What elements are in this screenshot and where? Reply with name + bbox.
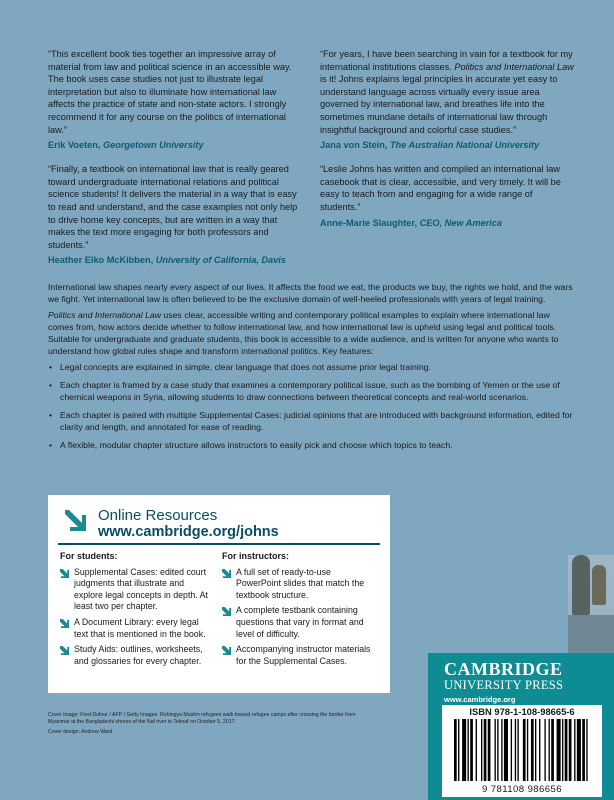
quote-attribution: [320, 140, 575, 150]
quote-institution: CEO, New America: [419, 217, 502, 228]
publisher-name: CAMBRIDGE: [444, 659, 563, 679]
photo-figure: [572, 555, 590, 615]
barcode-bar: [515, 719, 516, 781]
barcode-bar: [484, 719, 487, 781]
quote-text-part: “For years, I have been searching in vain for a textbook for my international institutions classes.: [320, 49, 573, 72]
barcode-bar: [577, 719, 581, 781]
barcode-bar: [557, 719, 561, 781]
barcode-bar: [470, 719, 473, 781]
isbn-label: ISBN 978-1-108-98665-6: [469, 706, 575, 717]
barcode-bar: [454, 719, 457, 781]
photo-figure: [592, 565, 606, 605]
quote-attribution: [48, 140, 303, 150]
barcode-bar: [504, 719, 508, 781]
barcode-bar: [535, 719, 536, 781]
barcode-bar: [495, 719, 496, 781]
resource-text: Study Aids: outlines, worksheets, and glossaries for every chapter.: [74, 644, 203, 666]
key-features-list: [48, 361, 573, 451]
endorsement-quote: [320, 48, 575, 150]
students-column: [60, 551, 214, 671]
barcode-bar: [462, 719, 466, 781]
resource-item: [60, 644, 214, 667]
resource-text: A complete testbank containing questions that vary in format and level of difficulty.: [236, 605, 364, 639]
barcode-bar: [549, 719, 550, 781]
quote-text: “Leslie Johns has written and compiled an international law casebook that is clear, accessible, and very timely. It will be easy to teach from and engaging for a wide range of students.”: [320, 164, 561, 212]
quote-text: “Finally, a textbook on international law that is really geared toward undergraduate international relations and political science students! It delivers the material in a way that is easy to read and understand, and the case examples not only help to drive home key concepts, but are written in a way that makes the text more engaging for both professors and students.”: [48, 164, 298, 250]
barcode-bar: [527, 719, 528, 781]
barcode-digits: 9 781108 986656: [482, 784, 562, 795]
quote-institution: University of California, Davis: [155, 255, 286, 266]
resource-item: [222, 644, 376, 667]
isbn-barcode-box: [442, 705, 602, 797]
endorsement-quote: [48, 163, 303, 265]
barcode-bar: [582, 719, 585, 781]
resource-text: A Document Library: every legal text that is mentioned in the book.: [74, 616, 206, 639]
barcode-bar: [517, 719, 518, 781]
barcode-bar: [511, 719, 512, 781]
quote-author: Heather Elko McKibben,: [48, 255, 154, 266]
barcode-bar: [574, 719, 575, 781]
instructors-column: [222, 551, 376, 671]
resource-item: [60, 567, 214, 613]
quote-author: Erik Voeten,: [48, 140, 101, 151]
barcode-bar: [565, 719, 568, 781]
resource-item: [60, 617, 214, 640]
barcode-bar: [481, 719, 482, 781]
barcode-bar: [458, 719, 459, 781]
barcode-bar: [562, 719, 563, 781]
resource-text: A full set of ready-to-use PowerPoint slides that match the textbook structure.: [236, 566, 365, 600]
resource-text: Supplemental Cases: edited court judgments that illustrate and explore legal concepts in depth. At least two per chapter.: [74, 566, 208, 612]
barcode-graphic: [444, 719, 600, 783]
feature-item: • A flexible, modular chapter structure allows instructors to easily pick and choose which topics to teach.: [48, 439, 573, 451]
arrow-icon: [222, 569, 231, 578]
quote-attribution: [48, 255, 303, 265]
arrow-icon: [62, 507, 88, 533]
arrow-icon: [60, 569, 69, 578]
feature-item: • Each chapter is paired with multiple Supplemental Cases: judicial opinions that are introduced with background information, edited for clarity and length, and annotated for ease of reading.: [48, 409, 573, 433]
instructors-heading: For instructors:: [222, 551, 290, 561]
publisher-website[interactable]: www.cambridge.org: [444, 695, 516, 704]
resource-item: [222, 605, 376, 640]
barcode-bar: [551, 719, 554, 781]
online-resources-header: [62, 507, 382, 543]
quote-author: Jana von Stein,: [320, 140, 388, 151]
feature-item: • Legal concepts are explained in simple, clear language that does not assume prior legal training.: [48, 361, 573, 373]
quote-attribution: [320, 218, 575, 228]
quote-institution: The Australian National University: [389, 140, 540, 151]
quote-text: “This excellent book ties together an impressive array of material from law and political science in an accessible way. The book uses case studies not just to illustrate legal interpretation but also to illuminate how international law affects the practice of state and non-state actors. I strongly recommend it for any course on the politics of international law.”: [48, 49, 292, 135]
barcode-bar: [476, 719, 477, 781]
resource-text: Accompanying instructor materials for the Supplemental Cases.: [236, 644, 371, 666]
description-paragraph: International law shapes nearly every aspect of our lives. It affects the food we eat, the products we buy, the rights we hold, and the wars we fight. Yet international law is often believed to be the exclusive domain of well-heeled professionals with years of legal training.: [48, 282, 573, 304]
publisher-press: UNIVERSITY PRESS: [444, 678, 564, 692]
barcode-bar: [523, 719, 526, 781]
online-resources-url[interactable]: www.cambridge.org/johns: [98, 524, 279, 540]
book-title-italic: Politics and International Law: [454, 61, 574, 72]
online-resources-box: [48, 495, 390, 693]
cover-credits: [48, 712, 378, 738]
barcode-bar: [501, 719, 502, 781]
cover-design-credit: Cover design: Andrew Ward: [48, 728, 113, 735]
book-description: [48, 281, 573, 457]
quote-text: [320, 48, 575, 136]
book-title-italic: Politics and International Law: [48, 310, 162, 320]
barcode-bar: [488, 719, 491, 781]
feature-item: • Each chapter is framed by a case study that examines a contemporary political issue, such as the bombing of Yemen or the use of chemical weapons in Syria, allowing students to draw connections between theoretical concepts and real-world scenarios.: [48, 379, 573, 403]
barcode-bar: [586, 719, 587, 781]
barcode-bar: [497, 719, 498, 781]
online-resources-title: Online Resources: [98, 507, 218, 524]
barcode-bar: [569, 719, 572, 781]
arrow-icon: [222, 646, 231, 655]
arrow-icon: [222, 607, 231, 616]
endorsements-left-column: [48, 48, 303, 278]
barcode-bar: [539, 719, 540, 781]
quote-institution: Georgetown University: [102, 140, 204, 151]
arrow-icon: [60, 646, 69, 655]
divider: [58, 543, 380, 545]
description-text: uses clear, accessible writing and contemporary political examples to explain where international law comes from, how actors decide whether to follow international law, and how international law is upheld using legal and political tools. Suitable for undergraduate and graduate students, this book is accessible to a wide audience, and is written for anyone who wants to understand how global rules shape and transform international politics. Key features:: [48, 310, 559, 356]
arrow-icon: [60, 619, 69, 628]
barcode-bar: [468, 719, 469, 781]
quote-author: Anne-Marie Slaughter,: [320, 217, 417, 228]
description-paragraph: [48, 309, 573, 357]
endorsement-quote: [320, 163, 575, 227]
resource-item: [222, 567, 376, 602]
students-heading: For students:: [60, 551, 118, 561]
barcode-bar: [544, 719, 545, 781]
barcode-bar: [531, 719, 534, 781]
endorsement-quote: [48, 48, 303, 150]
endorsements-right-column: [320, 48, 575, 241]
cover-image-credit: Cover image: Fred Dufour / AFP / Getty Images. Rohingya Muslim refugees walk toward refugee camps after crossing the border from Myanmar at the Bangladeshi shores of the Naf river in Teknaf on October 5, 2017.: [48, 712, 356, 726]
quote-text-part: is it! Johns explains legal principles in accurate yet easy to understand language across virtually every issue area governed by international law, and breathes life into the sometimes mundane details of international law through insightful background and colorful case studies.”: [320, 74, 558, 135]
